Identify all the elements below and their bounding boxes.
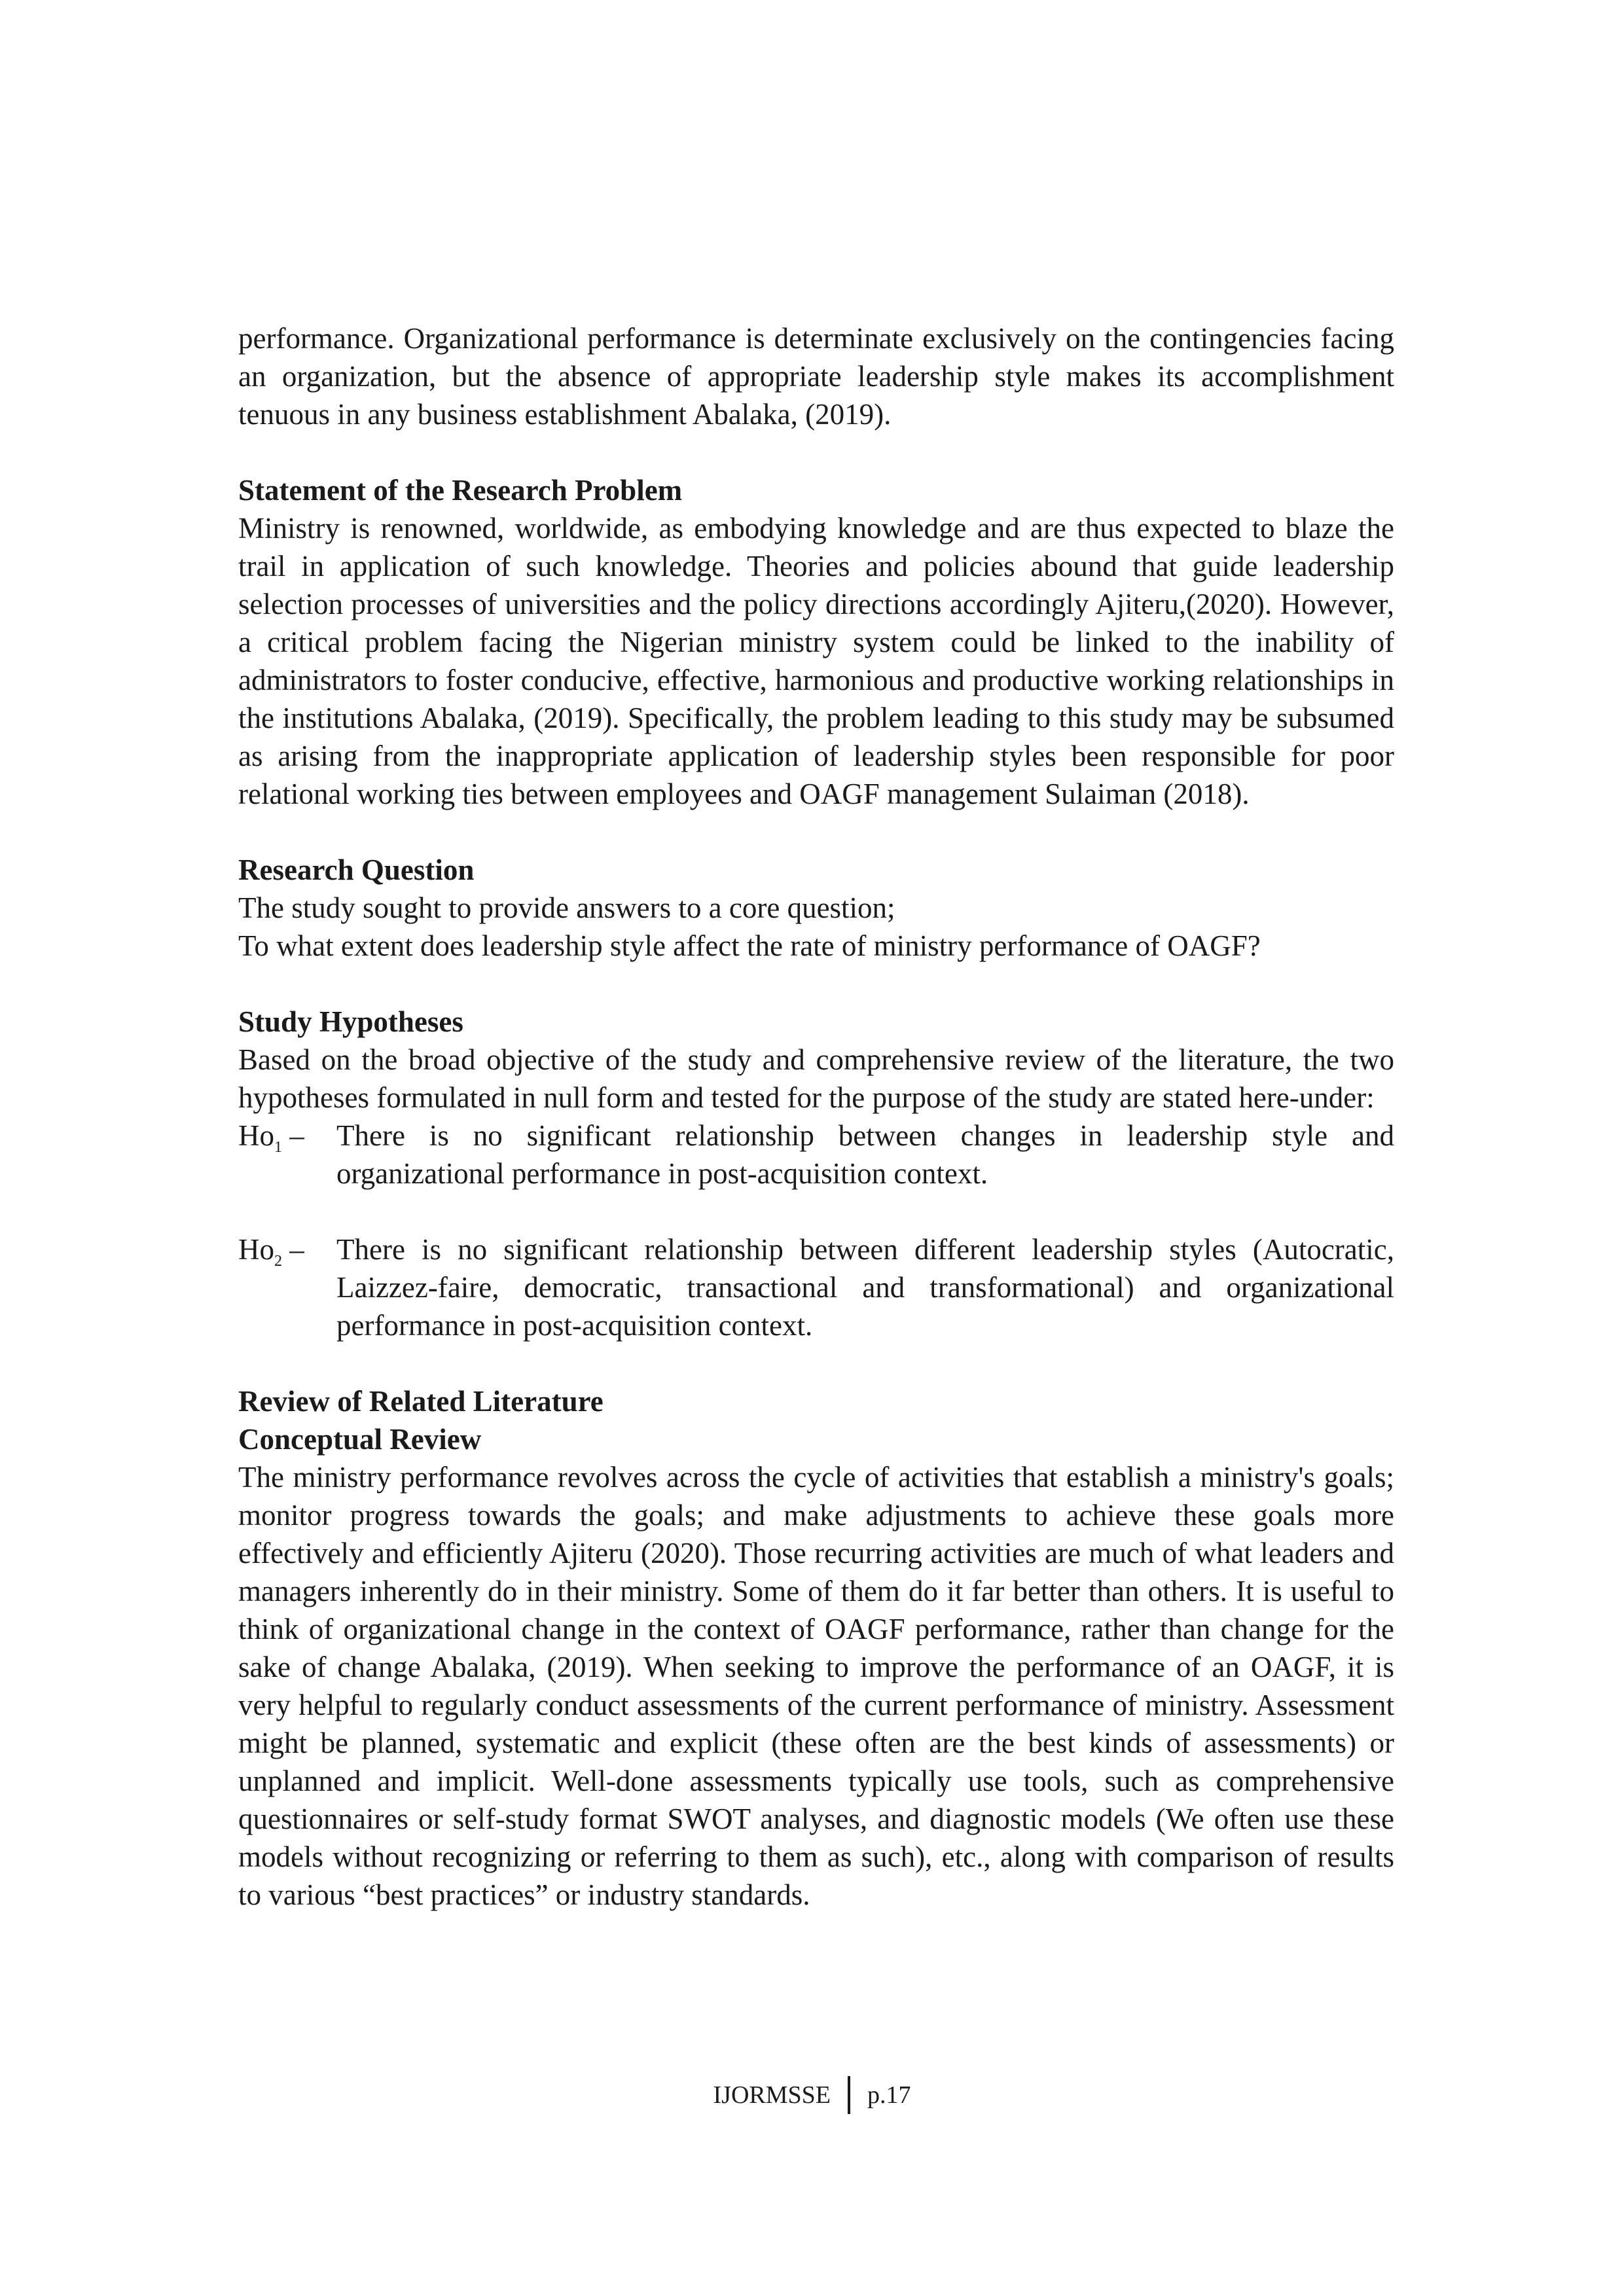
section-heading-research-question: Research Question xyxy=(238,853,475,886)
section-heading-hypotheses: Study Hypotheses xyxy=(238,1005,463,1038)
spacer xyxy=(238,1193,1394,1230)
research-question-line-1: The study sought to provide answers to a core question; xyxy=(238,891,895,924)
conceptual-review-paragraph: The ministry performance revolves across the cycle of activities that establish a ministry's goals; monitor progress towards the goals; and make adjustments to achieve these goals more effectively and efficiently Ajiteru (2020). Those recurring activities are much of what leaders and managers inherently do in their ministry. Some of them do it far better than others. It is useful to think of organizational change in the context of OAGF performance, rather than change for the sake of change Abalaka, (2019). When seeking to improve the performance of an OAGF, it is very helpful to regularly conduct assessments of the current performance of ministry. Assessment might be planned, systematic and explicit (these often are the best kinds of assessments) or unplanned and implicit. Well-done assessments typically use tools, such as comprehensive questionnaires or self-study format SWOT analyses, and diagnostic models (We often use these models without recognizing or referring to them as such), etc., along with comparison of results to various “best practices” or industry standards. xyxy=(238,1461,1394,1911)
hypothesis-label: $Ho_1$ – xyxy=(238,1119,304,1156)
page-number: p.17 xyxy=(867,2081,911,2109)
hypothesis-item-2 xyxy=(238,1230,1394,1344)
section-heading-literature: Review of Related Literature xyxy=(238,1385,604,1418)
section-heading-research-problem: Statement of the Research Problem xyxy=(238,474,683,507)
journal-name: IJORMSSE xyxy=(713,2081,831,2109)
research-question-line-2: To what extent does leadership style affect the rate of ministry performance of OAGF? xyxy=(238,929,1261,962)
hypotheses-intro-paragraph: Based on the broad objective of the study and comprehensive review of the literature, the two hypotheses formulated in null form and tested for the purpose of the study are stated here-under: xyxy=(238,1043,1394,1114)
footer-divider xyxy=(848,2076,850,2114)
hypothesis-label: $Ho_2$ – xyxy=(238,1233,304,1270)
page-footer xyxy=(0,2076,1624,2114)
intro-paragraph: performance. Organizational performance is determinate exclusively on the contingencies facing an organization, but the absence of appropriate leadership style makes its accomplishment tenuous in any business establishment Abalaka, (2019). xyxy=(238,322,1394,431)
page-body xyxy=(238,319,1394,1914)
research-problem-paragraph: Ministry is renowned, worldwide, as embodying knowledge and are thus expected to blaze the trail in application of such knowledge. Theories and policies abound that guide leadership selection processes of universities and the policy directions accordingly Ajiteru,(2020). However, a critical problem facing the Nigerian ministry system could be linked to the inability of administrators to foster conducive, effective, harmonious and productive working relationships in the institutions Abalaka, (2019). Specifically, the problem leading to this study may be subsumed as arising from the inappropriate application of leadership styles been responsible for poor relational working ties between employees and OAGF management Sulaiman (2018). xyxy=(238,512,1394,810)
spacer xyxy=(238,433,1394,471)
spacer xyxy=(238,965,1394,1003)
hypothesis-text: There is no significant relationship between different leadership styles (Autocratic, Laizzez-faire, democratic, transactional and transformational) and organizational performance in post-acquisition context. xyxy=(336,1233,1394,1342)
spacer xyxy=(238,1344,1394,1382)
hypothesis-text: There is no significant relationship between changes in leadership style and organizational performance in post-acquisition context. xyxy=(336,1119,1394,1190)
hypothesis-item-1 xyxy=(238,1117,1394,1193)
spacer xyxy=(238,813,1394,851)
subsection-heading-conceptual-review: Conceptual Review xyxy=(238,1423,482,1456)
